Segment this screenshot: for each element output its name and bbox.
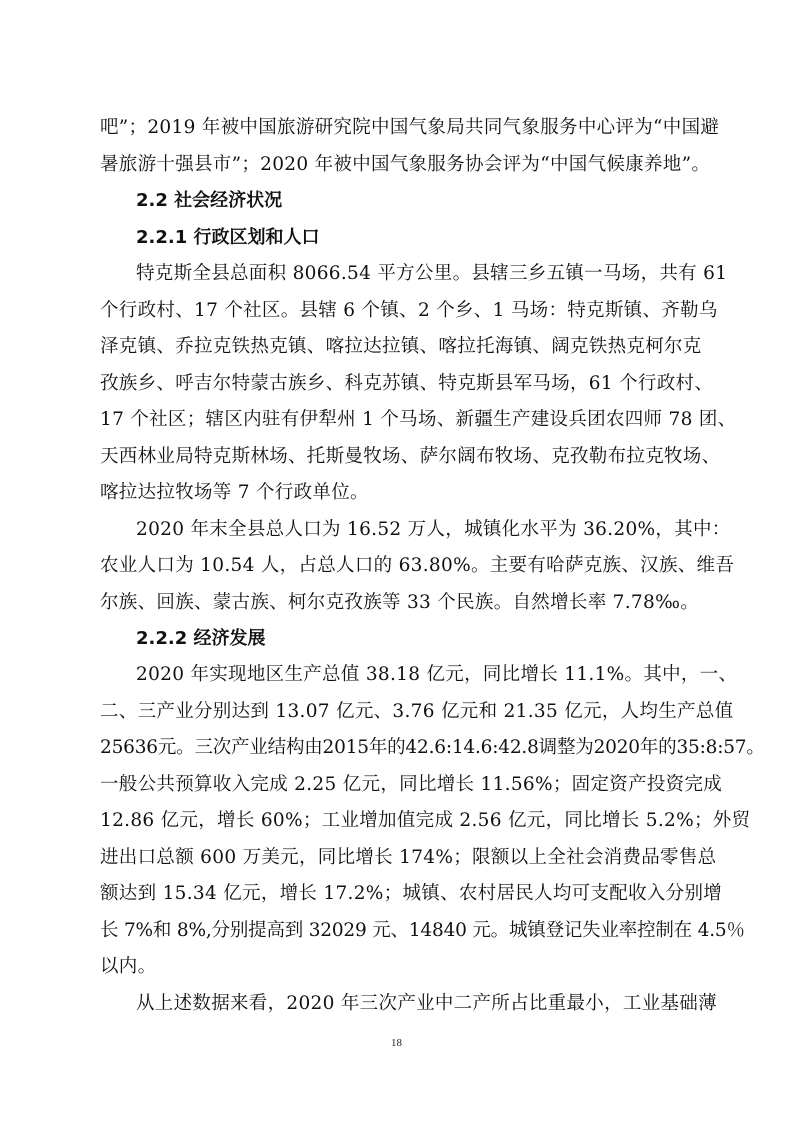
section-heading: 2.2 社会经济状况 bbox=[136, 190, 283, 211]
paragraph-line: 特克斯全县总面积 8066.54 平方公里。县辖三乡五镇一马场，共有 61 bbox=[136, 263, 728, 284]
paragraph-line: 进出口总额 600 万美元，同比增长 174%；限额以上全社会消费品零售总 bbox=[100, 847, 717, 868]
paragraph-line: 2020 年实现地区生产总值 38.18 亿元，同比增长 11.1%。其中，一、 bbox=[136, 664, 738, 685]
paragraph-line: 孜族乡、呼吉尔特蒙古族乡、科克苏镇、特克斯县军马场，61 个行政村、 bbox=[100, 373, 714, 394]
paragraph-line: 17 个社区；辖区内驻有伊犁州 1 个马场、新疆生产建设兵团农四师 78 团、 bbox=[100, 409, 737, 430]
paragraph-line: 以内。 bbox=[100, 956, 157, 977]
paragraph-line: 喀拉达拉牧场等 7 个行政单位。 bbox=[100, 482, 369, 503]
paragraph-line: 12.86 亿元，增长 60%；工业增加值完成 2.56 亿元，同比增长 5.2%；外贸 bbox=[100, 810, 751, 831]
paragraph-line: 长 7%和 8%,分别提高到 32029 元、14840 元。城镇登记失业率控制在 4.5％ bbox=[100, 920, 745, 941]
carryover-line: 暑旅游十强县市”；2020 年被中国气象服务协会评为“中国气候康养地”。 bbox=[100, 154, 711, 175]
subsection-heading: 2.2.2 经济发展 bbox=[136, 628, 266, 649]
paragraph-line: 二、三产业分别达到 13.07 亿元、3.76 亿元和 21.35 亿元，人均生产总值 bbox=[100, 701, 734, 722]
paragraph-line: 泽克镇、乔拉克铁热克镇、喀拉达拉镇、喀拉托海镇、阔克铁热克柯尔克 bbox=[100, 336, 702, 357]
paragraph-line: 25636元。三次产业结构由2015年的42.6:14.6:42.8调整为2020年的35:8:57。 bbox=[100, 737, 765, 758]
paragraph-line: 额达到 15.34 亿元，增长 17.2%；城镇、农村居民人均可支配收入分别增 bbox=[100, 883, 723, 904]
paragraph-line: 天西林业局特克斯林场、托斯曼牧场、萨尔阔布牧场、克孜勒布拉克牧场、 bbox=[100, 446, 721, 467]
page-number: 18 bbox=[391, 1037, 402, 1049]
paragraph-line: 2020 年末全县总人口为 16.52 万人，城镇化水平为 36.20%，其中： bbox=[136, 519, 731, 540]
paragraph-line: 农业人口为 10.54 人，占总人口的 63.80%。主要有哈萨克族、汉族、维吾 bbox=[100, 555, 735, 576]
paragraph-line: 个行政村、17 个社区。县辖 6 个镇、2 个乡、1 马场：特克斯镇、齐勒乌 bbox=[100, 300, 718, 321]
subsection-heading: 2.2.1 行政区划和人口 bbox=[136, 227, 320, 248]
carryover-line: 吧”；2019 年被中国旅游研究院中国气象局共同气象服务中心评为“中国避 bbox=[100, 117, 720, 138]
paragraph-line: 一般公共预算收入完成 2.25 亿元，同比增长 11.56%；固定资产投资完成 bbox=[100, 774, 723, 795]
paragraph-line: 从上述数据来看，2020 年三次产业中二产所占比重最小，工业基础薄 bbox=[136, 993, 717, 1014]
paragraph-line: 尔族、回族、蒙古族、柯尔克孜族等 33 个民族。自然增长率 7.78‰。 bbox=[100, 592, 699, 613]
